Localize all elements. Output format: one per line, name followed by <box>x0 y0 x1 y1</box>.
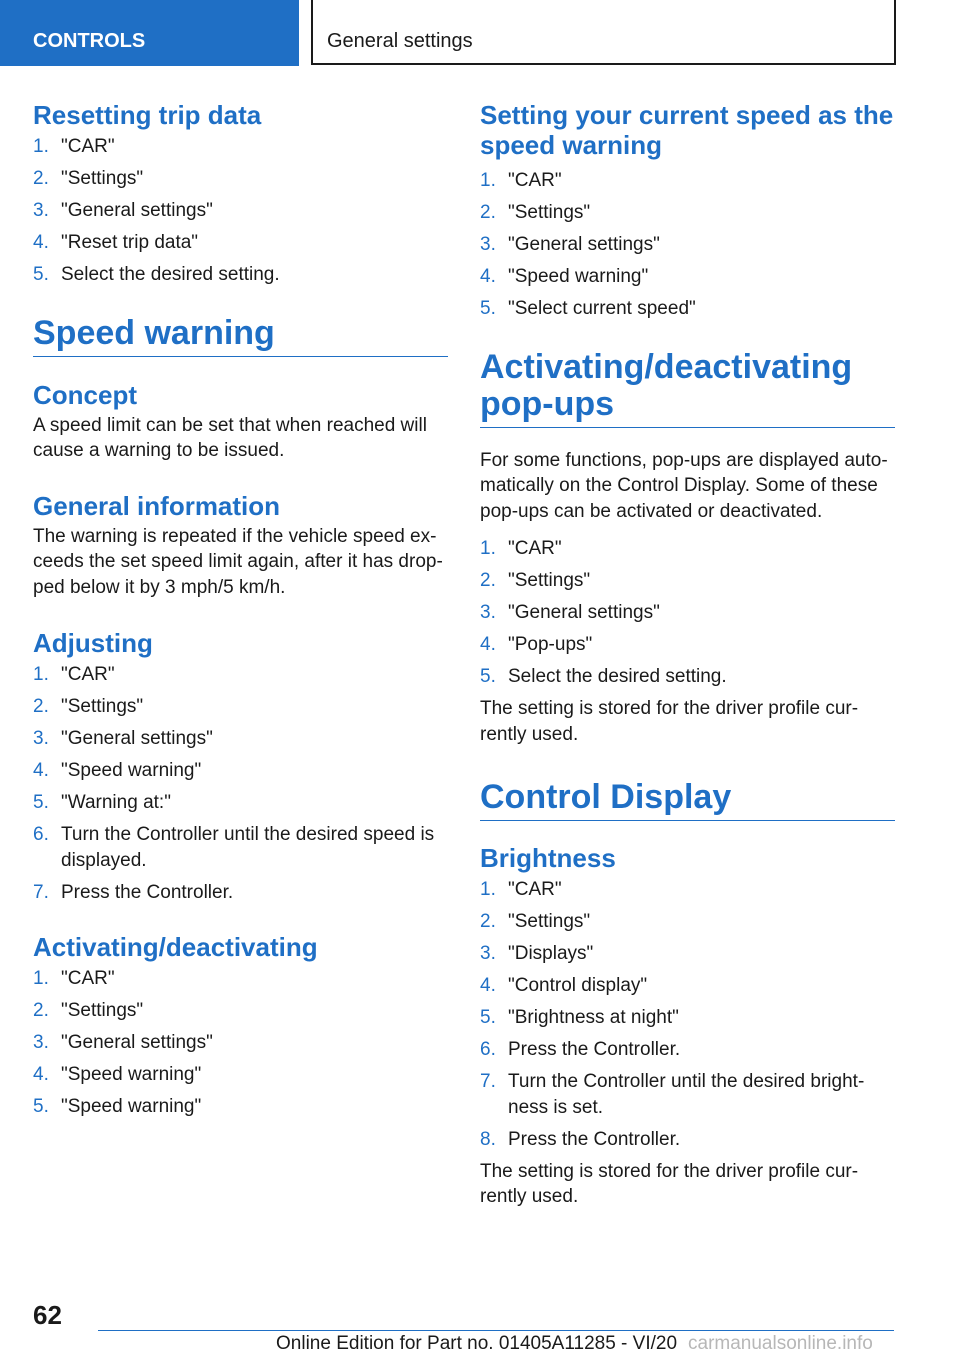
list-item <box>480 296 895 322</box>
step-text: "General settings" <box>508 602 660 623</box>
step-number: 3. <box>480 943 496 964</box>
step-text: "Speed warning" <box>61 1064 202 1085</box>
step-text: "Warning at:" <box>61 792 171 813</box>
list-item <box>480 973 895 999</box>
step-number: 2. <box>480 570 496 591</box>
step-number: 8. <box>480 1128 496 1150</box>
list-item <box>33 1030 448 1056</box>
concept-text: A speed limit can be set that when reached will cause a warning to be issued. <box>33 414 427 461</box>
list-item <box>480 909 895 935</box>
step-number: 7. <box>480 1071 496 1092</box>
list-item <box>33 822 448 873</box>
list-item <box>480 1037 895 1063</box>
step-text: Press the Controller. <box>508 1039 681 1060</box>
list-item <box>33 230 448 256</box>
general-information-text: The warning is repeated if the vehicle speed exceeds the set speed limit again, after it has dropped below it by 3 mph/5 km/h. <box>33 525 443 598</box>
step-number: 4. <box>33 1064 49 1085</box>
activating-deactivating-heading: Activating/deactivating <box>33 932 318 962</box>
step-text: "Displays" <box>508 943 594 964</box>
list-item <box>33 134 448 160</box>
current-speed-steps <box>480 168 895 322</box>
list-item <box>33 1062 448 1088</box>
step-number: 6. <box>33 824 49 845</box>
step-text: "Speed warning" <box>508 266 649 287</box>
list-item <box>33 966 448 992</box>
step-text: Press the Controller. <box>508 1128 681 1150</box>
step-text: Turn the Controller until the desired speed is displayed. <box>61 824 435 871</box>
list-item <box>33 1094 448 1120</box>
speed-warning-title: Speed warning <box>33 315 448 357</box>
step-number: 1. <box>33 664 49 685</box>
step-text: "General settings" <box>508 234 660 255</box>
step-number: 2. <box>33 1000 49 1021</box>
step-number: 3. <box>33 728 49 749</box>
list-item <box>33 662 448 688</box>
list-item <box>480 600 895 626</box>
step-number: 5. <box>33 264 49 285</box>
list-item <box>480 568 895 594</box>
brightness-heading: Brightness <box>480 843 616 873</box>
step-text: "Settings" <box>61 168 144 189</box>
step-number: 4. <box>480 266 496 287</box>
list-item <box>33 726 448 752</box>
list-item <box>480 877 895 903</box>
list-item <box>33 198 448 224</box>
step-number: 2. <box>33 168 49 189</box>
step-text: "Pop-ups" <box>508 634 593 655</box>
step-number: 1. <box>480 538 496 559</box>
list-item <box>33 262 448 288</box>
step-number: 6. <box>480 1039 496 1060</box>
page-header <box>0 0 960 66</box>
step-text: "Settings" <box>61 696 144 717</box>
list-item <box>480 168 895 194</box>
step-number: 4. <box>33 760 49 781</box>
brightness-steps <box>480 877 895 1152</box>
current-speed-heading: Setting your current speed as the speed warning <box>480 100 894 160</box>
step-number: 5. <box>33 1096 49 1117</box>
step-text: "Speed warning" <box>61 1096 202 1117</box>
step-text: "Settings" <box>508 202 591 223</box>
list-item <box>33 758 448 784</box>
left-column <box>33 100 448 1126</box>
brightness-note: The setting is stored for the driver profile currently used. <box>480 1160 859 1207</box>
list-item <box>480 632 895 658</box>
concept-heading: Concept <box>33 379 137 410</box>
step-number: 7. <box>33 881 49 903</box>
step-text: "General settings" <box>61 200 213 221</box>
step-number: 4. <box>480 975 496 996</box>
activating-deactivating-steps <box>33 966 448 1120</box>
step-number: 1. <box>480 170 496 191</box>
step-text: "CAR" <box>508 170 562 191</box>
popups-steps <box>480 536 895 690</box>
list-item <box>480 941 895 967</box>
step-number: 4. <box>480 634 496 655</box>
list-item <box>480 1069 895 1120</box>
step-text: "CAR" <box>61 664 115 685</box>
step-text: "Control display" <box>508 975 648 996</box>
step-text: Select the desired setting. <box>61 264 280 285</box>
step-text: "CAR" <box>508 879 562 900</box>
resetting-trip-data-steps <box>33 134 448 288</box>
popups-title: Activating/deactivating pop-ups <box>480 349 895 428</box>
list-item <box>480 232 895 258</box>
footer-edition: Online Edition for Part no. 01405A11285 - VI/20 <box>276 1333 678 1354</box>
general-information-heading: General information <box>33 490 281 521</box>
list-item <box>33 166 448 192</box>
step-number: 3. <box>33 1032 49 1053</box>
step-number: 2. <box>480 202 496 223</box>
list-item <box>33 790 448 816</box>
step-text: "General settings" <box>61 1032 213 1053</box>
right-column <box>480 100 895 1210</box>
page-number: 62 <box>33 1300 62 1330</box>
step-number: 5. <box>480 298 496 319</box>
step-text: "CAR" <box>61 968 115 989</box>
step-text: "Brightness at night" <box>508 1007 679 1028</box>
step-number: 1. <box>33 136 49 157</box>
step-text: Press the Controller. <box>61 881 234 903</box>
step-number: 1. <box>480 879 496 900</box>
step-text: "CAR" <box>508 538 562 559</box>
step-number: 3. <box>33 200 49 221</box>
list-item <box>33 998 448 1024</box>
adjusting-steps <box>33 662 448 905</box>
list-item <box>480 200 895 226</box>
list-item <box>480 264 895 290</box>
adjusting-heading: Adjusting <box>33 628 153 658</box>
footer-watermark: carmanualsonline.info <box>688 1333 873 1354</box>
step-number: 4. <box>33 232 49 253</box>
step-number: 3. <box>480 602 496 623</box>
step-text: "CAR" <box>61 136 115 157</box>
step-number: 2. <box>33 696 49 717</box>
step-text: "Select current speed" <box>508 298 696 319</box>
list-item <box>480 1005 895 1031</box>
step-text: Select the desired setting. <box>508 666 727 687</box>
section-tab: CONTROLS <box>0 0 299 66</box>
list-item <box>33 880 448 906</box>
step-text: Turn the Controller until the desired brightness is set. <box>508 1071 865 1118</box>
step-text: "Speed warning" <box>61 760 202 781</box>
list-item <box>480 664 895 690</box>
list-item <box>480 1127 895 1153</box>
step-text: "Settings" <box>508 570 591 591</box>
step-number: 3. <box>480 234 496 255</box>
step-number: 5. <box>480 666 496 687</box>
step-text: "General settings" <box>61 728 213 749</box>
step-text: "Reset trip data" <box>61 232 199 253</box>
step-text: "Settings" <box>61 1000 144 1021</box>
resetting-trip-data-heading: Resetting trip data <box>33 100 262 130</box>
chapter-title: General settings <box>311 0 896 65</box>
control-display-title: Control Display <box>480 779 895 821</box>
list-item <box>480 536 895 562</box>
step-text: "Settings" <box>508 911 591 932</box>
popups-note: The setting is stored for the driver profile currently used. <box>480 698 859 745</box>
step-number: 2. <box>480 911 496 932</box>
list-item <box>33 694 448 720</box>
step-number: 1. <box>33 968 49 989</box>
step-number: 5. <box>480 1007 496 1028</box>
step-number: 5. <box>33 792 49 813</box>
popups-intro: For some functions, pop-ups are displayed automatically on the Control Display. Some of these pop-ups can be activated or deactivated. <box>480 449 888 522</box>
